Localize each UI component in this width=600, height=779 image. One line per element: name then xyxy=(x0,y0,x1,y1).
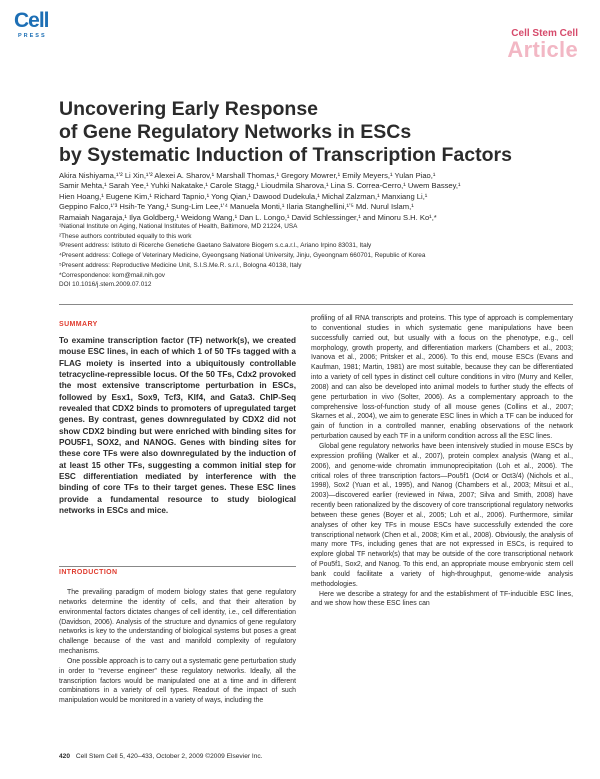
affiliation-line: ³Present address: Istituto di Ricerche Genetiche Gaetano Salvatore Biogem s.c.a.r.l., Ariano Irpino 83031, Italy xyxy=(59,242,372,250)
summary-text: To examine transcription factor (TF) network(s), we created mouse ESC lines, in each of which 1 of 50 TFs tagged with a FLAG moiety is inserted into a ubiquitously controllable tetracycline-repressible locus. Of the 50 TFs, Cdx2 provoked the most extensive transcriptome perturbation in ESCs, followed by Esx1, Sox9, Tcf3, Klf4, and Gata3. ChIP-Seq revealed that CDX2 binds to promoters of upregulated target genes. By contrast, genes downregulated by CDX2 did not show CDX2 binding but were enriched with binding sites for POU5F1, SOX2, and NANOG. Genes with binding sites for these core TFs were also downregulated by the induction of at least 15 other TFs, suggesting a common initial step for ESC differentiation mediated by interference with the binding of core TFs to their target genes. These ESC lines provide a fundamental resource to study biological networks in ESCs and mice. xyxy=(59,336,296,516)
summary-heading: SUMMARY xyxy=(59,321,98,328)
introduction-heading: INTRODUCTION xyxy=(59,569,118,576)
author-list xyxy=(59,171,569,223)
correspondence-line[interactable]: *Correspondence: kom@mail.nih.gov xyxy=(59,271,165,279)
right-column xyxy=(311,314,573,609)
logo-subtext: PRESS xyxy=(18,33,47,39)
author-line: Akira Nishiyama,¹ʼ² Li Xin,¹ʼ² Alexei A. Sharov,¹ Marshall Thomas,¹ Gregory Mowrer,¹ Emily Meyers,¹ Yulan Piao,¹ xyxy=(59,171,436,180)
affiliation-line: ⁵Present address: Reproductive Medicine Unit, S.I.S.Me.R. s.r.l., Bologna 40138, Italy xyxy=(59,261,302,269)
doi-line[interactable]: DOI 10.1016/j.stem.2009.07.012 xyxy=(59,281,152,289)
intro-paragraph: One possible approach is to carry out a systematic gene perturbation study in order to “reverse engineer” these regulatory networks. Ideally, all the transcription factors would be manipulated one at a time and in different combinations in a variety of cell types. Readout of the impact of such manipulation would be monitored in a variety of ways, including the xyxy=(59,657,296,705)
affiliation-line: ¹National Institute on Aging, National Institutes of Health, Baltimore, MD 21224, USA xyxy=(59,223,298,230)
intro-column xyxy=(59,588,296,706)
affiliations xyxy=(59,222,574,290)
page-footer xyxy=(59,753,263,760)
author-line: Samir Mehta,¹ Sarah Yee,¹ Yuhki Nakatake,¹ Carole Stagg,¹ Lioudmila Sharova,¹ Lina S. Correa-Cerro,¹ Uwem Bassey,¹ xyxy=(59,181,461,191)
body-paragraph: Global gene regulatory networks have been intensively studied in mouse ESCs by expression profiling (Walker et al., 2007), protein complex analysis (Wang et al., 2006), and genome-wide chromatin immunoprecipitation (Loh et al., 2006). The critical roles of three transcription factors—Pou5f1 (Oct4 or Oct3/4) (Nichols et al., 1998), Sox2 (Yuan et al., 1995), and Nanog (Chambers et al., 2003; Mitsui et al., 2003)—discovered earlier (reviewed in Niwa, 2007; Silva and Smith, 2008) have recently been rationalized by the discovery of core transcriptional regulatory networks between these genes (Boyer et al., 2005; Loh et al., 2006). Furthermore, similar analyses of other key TFs in mouse ESCs have successfully extended the core transcriptional network (Chen et al., 2008; Kim et al., 2008). Obviously, the analysis of many more TFs, including genes that are not expressed in ESCs, is required to explore global TF network(s) that may be outside of the core transcriptional network of Pou5f1, Sox2, and Nanog. To this end, an appropriate mouse embryonic stem cell bank could facilitate a variety of high-throughput, genome-wide analysis methodologies. xyxy=(311,442,573,588)
logo-word: Cell xyxy=(14,9,49,32)
affiliation-line: ⁴Present address: College of Veterinary Medicine, Gyeongsang National University, Jinju, Gyeongnam 660701, Republic of Korea xyxy=(59,252,426,260)
article-type: Article xyxy=(507,37,578,62)
author-line: Geppino Falco,¹ʼ³ Hsih-Te Yang,¹ Sung-Lim Lee,¹ʼ⁴ Manuela Monti,¹ Ilaria Stanghellini,¹ʼ⁵ Md. Nurul Islam,¹ xyxy=(59,202,414,212)
journal-name: Cell Stem Cell xyxy=(511,28,578,39)
title-line: Uncovering Early Response xyxy=(59,98,319,120)
summary-divider xyxy=(59,566,296,567)
body-paragraph: profiling of all RNA transcripts and proteins. This type of approach is complementary to conventional studies in which systematic gene manipulations have been successfully carried out, but usually with a focus on the phenotype, e.g., cell morphology, growth property, and differentiation markers (Chambers et al., 2003; Ivanova et al., 2006; Pritsker et al., 2006). To this end, mouse ESCs (Evans and Kaufman, 1981; Martin, 1981) are most suitable, because they can be differentiated into a variety of cell types in distinct cell culture conditions in vitro (Murry and Keller, 2008) and can also be developed into animal models to further study the effects of gene perturbation in vivo (Solter, 2006). As a complementary approach to the comprehensive loss-of-function study of all mouse genes (Collins et al., 2007; Skarnes et al., 2004), we aim to generate ESC lines in which a TF can be induced for gain of function in a controlled manner, enabling observations of the network perturbation caused by each TF in a uniform condition across all the ESC lines. xyxy=(311,315,573,441)
intro-paragraph: The prevailing paradigm of modern biology states that gene regulatory networks determine the identity of cells, and that their alteration by environmental factors dictates changes of cell identity, i.e., cell differentiation (Davidson, 2006). Analysis of the structure and dynamics of gene regulatory networks is key to the understanding of biological systems but poses a great challenge because of the vast and manifold complexity of regulatory mechanisms. xyxy=(59,589,296,656)
cell-press-logo xyxy=(14,10,48,50)
author-line: Ramaiah Nagaraja,¹ Ilya Goldberg,¹ Weidong Wang,¹ Dan L. Longo,¹ David Schlessinger,¹ and Minoru S.H. Ko¹,* xyxy=(59,212,437,222)
author-line: Hien Hoang,¹ Eugene Kim,¹ Richard Tapnio,¹ Yong Qian,¹ Dawood Dudekula,¹ Michal Zalzman,¹ Manxiang Li,¹ xyxy=(59,191,428,201)
divider xyxy=(59,304,573,305)
page-number: 420 xyxy=(59,753,71,760)
body-paragraph: Here we describe a strategy for and the establishment of TF-inducible ESC lines, and we show how these ESC lines can xyxy=(311,590,573,608)
title-line: by Systematic Induction of Transcription Factors xyxy=(59,144,512,166)
title-line: of Gene Regulatory Networks in ESCs xyxy=(59,121,412,143)
footer-citation: Cell Stem Cell 5, 420–433, October 2, 2009 ©2009 Elsevier Inc. xyxy=(75,753,263,760)
affiliation-line: ²These authors contributed equally to this work xyxy=(59,232,192,240)
article-title xyxy=(59,98,569,167)
